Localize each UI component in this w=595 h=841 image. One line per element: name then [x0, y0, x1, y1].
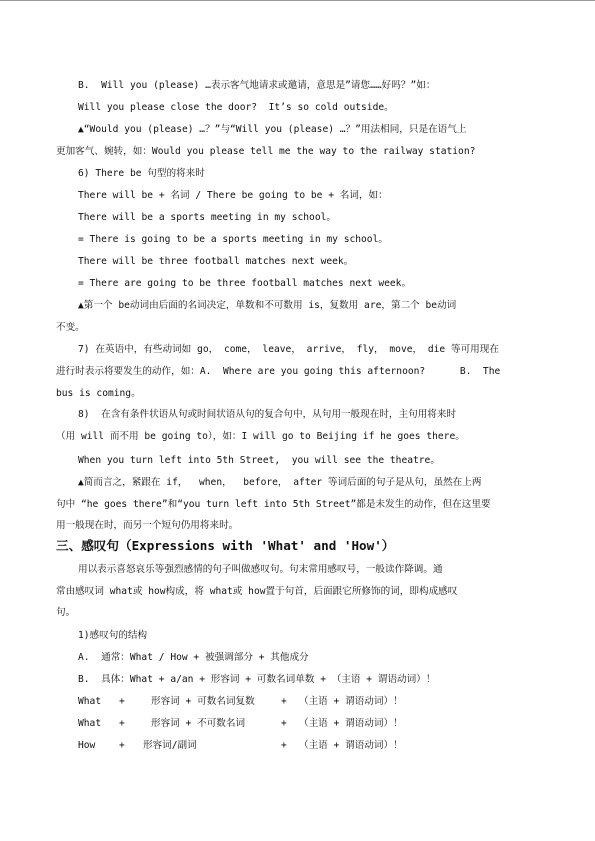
- text-line: 常由感叹词 what或 how构成，将 what或 how置于句首，后面跟它所修饰的词，即构成感叹: [56, 586, 458, 597]
- text-line: ▲“Would you (please) …？”与“Will you (please) …？”用法相同，只是在语气上: [78, 124, 467, 135]
- text-line: Will you please close the door? It’s so cold outside。: [78, 102, 394, 113]
- text-line: There will be three football matches next week。: [78, 256, 354, 267]
- text-line: （用 will 而不用 be going to），如：I will go to Beijing if he goes there。: [56, 431, 465, 442]
- structure-cell: What: [78, 718, 102, 729]
- text-line: 进行时表示将要发生的动作，如：A. Where are you going this afternoon? B. The: [56, 366, 501, 377]
- structure-cell: +: [281, 740, 287, 751]
- text-line: B. 具体：What + a/an + 形容词 + 可数名词单数 + （主语 + 谓语动词）！: [78, 674, 436, 685]
- structure-cell: 形容词 + 可数名词复数: [151, 696, 255, 707]
- text-line: 1)感叹句的结构: [78, 630, 148, 641]
- text-line: 7) 在英语中，有些动词如 go， come， leave， arrive， fly， move， die 等可用现在: [78, 344, 499, 355]
- structure-cell: What: [78, 696, 102, 707]
- structure-cell: （主语 + 谓语动词）！: [299, 740, 403, 751]
- text-line: 句。: [56, 607, 76, 618]
- text-line: A. 通常：What / How + 被强调部分 + 其他成分: [78, 652, 309, 663]
- text-line: ▲简而言之，紧跟在 if， when， before， after 等词后面的句子是从句，虽然在上两: [78, 477, 482, 488]
- structure-cell: +: [119, 740, 125, 751]
- text-line: bus is coming。: [56, 388, 141, 399]
- structure-cell: （主语 + 谓语动词）！: [299, 696, 403, 707]
- structure-cell: （主语 + 谓语动词）！: [299, 718, 403, 729]
- text-line: 用以表示喜怒哀乐等强烈感情的句子叫做感叹句。句末常用感叹号，一般读作降调。通: [78, 564, 443, 575]
- text-line: B. Will you (please) …表示客气地请求或邀请，意思是”请您……好吗？”如：: [78, 80, 436, 91]
- text-line: When you turn left into 5th Street, you will see the theatre。: [78, 455, 440, 466]
- structure-cell: 形容词/副词: [143, 740, 197, 751]
- structure-cell: How: [78, 740, 96, 751]
- structure-cell: +: [119, 718, 125, 729]
- text-line: 不变。: [56, 322, 85, 333]
- text-line: ▲第一个 be动词由后面的名词决定，单数和不可数用 is，复数用 are，第二个 be动词: [78, 300, 457, 311]
- text-line: 更加客气、婉转，如：Would you please tell me the way to the railway station?: [56, 146, 476, 157]
- text-line: There will be a sports meeting in my school。: [78, 212, 336, 223]
- text-line: 8) 在含有条件状语从句或时间状语从句的复合句中，从句用一般现在时，主句用将来时: [78, 409, 457, 420]
- text-line: 用一般现在时，而另一个短句仍用将来时。: [56, 520, 239, 531]
- text-line: 句中 “he goes there”和“you turn left into 5th Street”都是未发生的动作，但在这里要: [56, 499, 491, 510]
- structure-cell: +: [281, 696, 287, 707]
- text-line: = There are going to be three football matches next week。: [78, 278, 412, 289]
- structure-cell: +: [281, 718, 287, 729]
- text-line: There will be + 名词 / There be going to be + 名词，如：: [78, 190, 388, 201]
- structure-cell: +: [119, 696, 125, 707]
- section-heading: 三、感叹句（Expressions with 'What' and 'How'）: [56, 538, 395, 553]
- structure-cell: 形容词 + 不可数名词: [151, 718, 246, 729]
- text-line: 6) There be 句型的将来时: [78, 168, 205, 179]
- text-line: = There is going to be a sports meeting in my school。: [78, 234, 388, 245]
